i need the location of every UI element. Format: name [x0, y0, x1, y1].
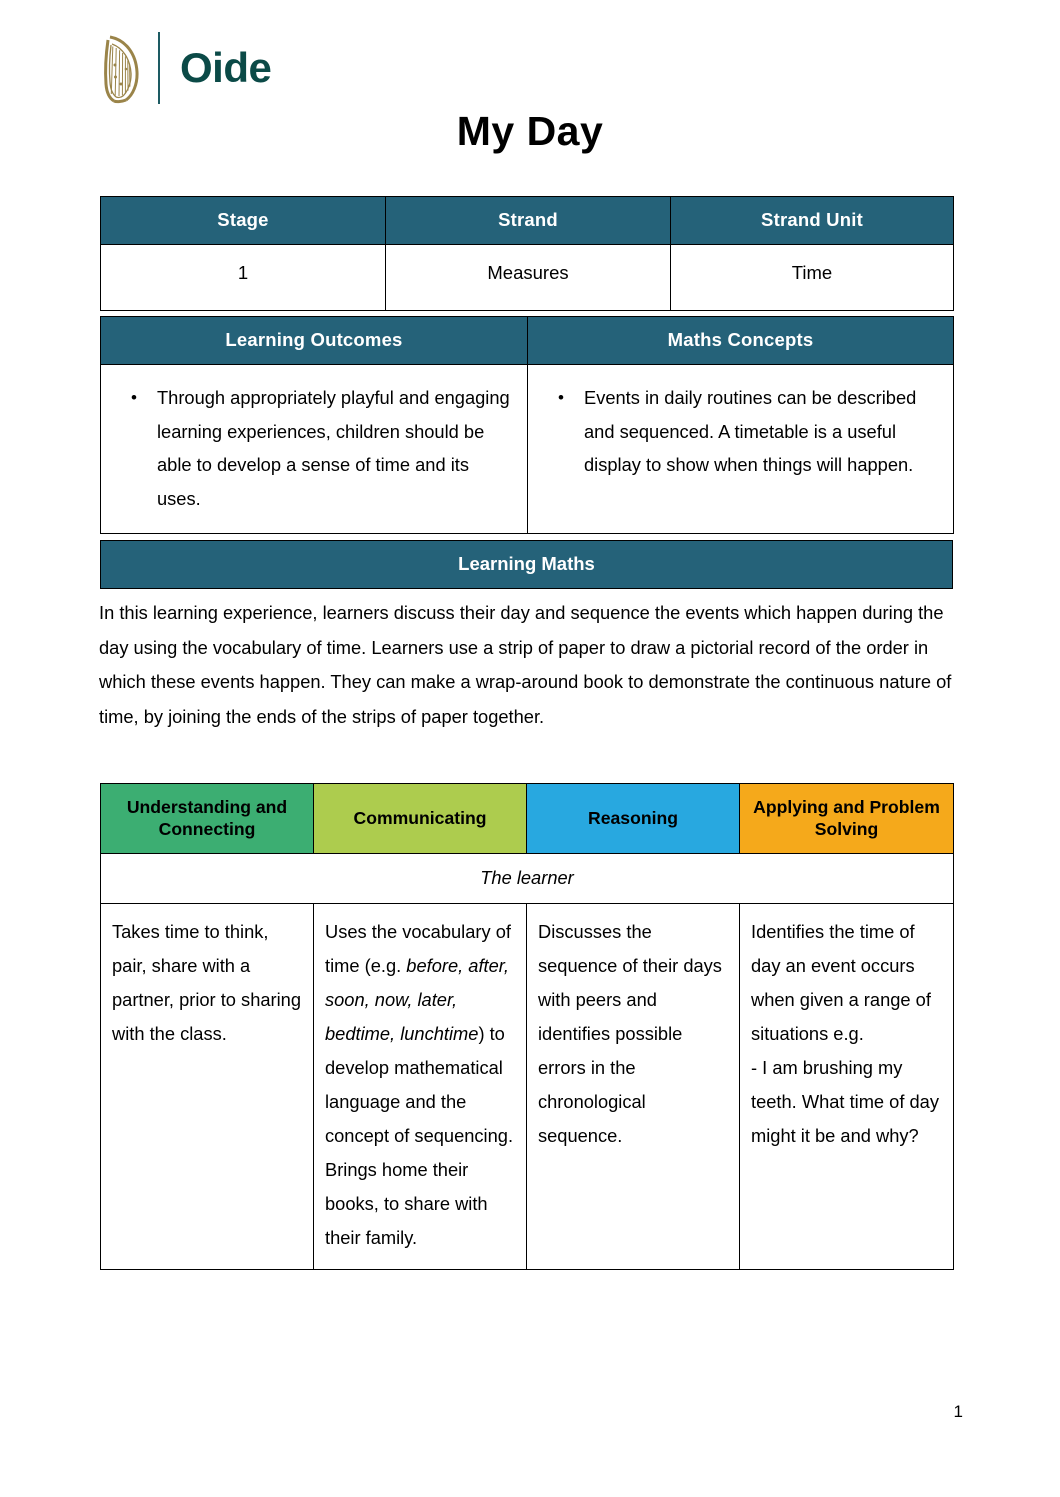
- table-header-row: [101, 317, 954, 365]
- table-header-row: [101, 784, 954, 854]
- skills-table: [100, 783, 954, 1270]
- table-subheader-row: [101, 854, 954, 904]
- header-learning-outcomes: Learning Outcomes: [101, 317, 528, 365]
- stage-strand-table: [100, 196, 954, 311]
- value-strand: Measures: [386, 245, 671, 311]
- table-header-row: [101, 197, 954, 245]
- page-title: My Day: [456, 108, 604, 154]
- list-item: • Events in daily routines can be described and sequenced. A timetable is a useful display to show when things will happen.: [584, 381, 939, 482]
- communicating-text-part2: ) to develop mathematical language and the concept of sequencing.: [325, 1023, 514, 1146]
- communicating-italic-vocabulary: before, after, soon, now, later, bedtime, lunchtime: [325, 955, 509, 1044]
- table-row: [101, 904, 954, 1270]
- cell-reasoning: Discusses the sequence of their days with peers and identifies possible errors in the chronological sequence.: [527, 904, 740, 1270]
- logo-divider: [158, 32, 160, 104]
- brand-name: Oide: [180, 44, 272, 91]
- cell-maths-concepts: [528, 365, 954, 534]
- header-understanding-connecting: Understanding and Connecting: [101, 784, 314, 854]
- header-maths-concepts: Maths Concepts: [528, 317, 954, 365]
- value-stage: 1: [101, 245, 386, 311]
- outcomes-concepts-table: [100, 316, 954, 534]
- learning-maths-banner: Learning Maths: [100, 540, 953, 589]
- header-communicating: Communicating: [314, 784, 527, 854]
- oide-logo: [96, 30, 271, 106]
- header-stage: Stage: [101, 197, 386, 245]
- value-strand-unit: Time: [671, 245, 954, 311]
- list-item: • Through appropriately playful and engaging learning experiences, children should be able to develop a sense of time and its uses.: [157, 381, 513, 515]
- harp-icon: [96, 32, 146, 104]
- header-strand: Strand: [386, 197, 671, 245]
- cell-applying-problem-solving: [740, 904, 954, 1270]
- communicating-text-part1: Uses the vocabulary of time (e.g.: [325, 921, 511, 976]
- applying-text-part1: Identifies the time of day an event occurs when given a range of situations e.g.: [751, 921, 931, 1044]
- communicating-text-part3: Brings home their books, to share with their family.: [325, 1159, 488, 1248]
- page-number: 1: [953, 1402, 963, 1421]
- cell-learning-outcomes: [101, 365, 528, 534]
- cell-understanding-connecting: Takes time to think, pair, share with a partner, prior to sharing with the class.: [101, 904, 314, 1270]
- table-row: [101, 365, 954, 534]
- header-applying-problem-solving: Applying and Problem Solving: [740, 784, 954, 854]
- header-strand-unit: Strand Unit: [671, 197, 954, 245]
- table-row: [101, 245, 954, 311]
- bullet-list: [542, 381, 939, 482]
- header-reasoning: Reasoning: [527, 784, 740, 854]
- cell-communicating: [314, 904, 527, 1270]
- bullet-list: [115, 381, 513, 515]
- subheader-the-learner: The learner: [101, 854, 954, 904]
- applying-text-part2: - I am brushing my teeth. What time of day might it be and why?: [751, 1057, 939, 1146]
- learning-maths-paragraph: In this learning experience, learners discuss their day and sequence the events which happen during the day using the vocabulary of time. Learners use a strip of paper to draw a pictorial record of the order in which these events happen. They can make a wrap-around book to demonstrate the continuous nature of time, by joining the ends of the strips of paper together.: [99, 602, 952, 727]
